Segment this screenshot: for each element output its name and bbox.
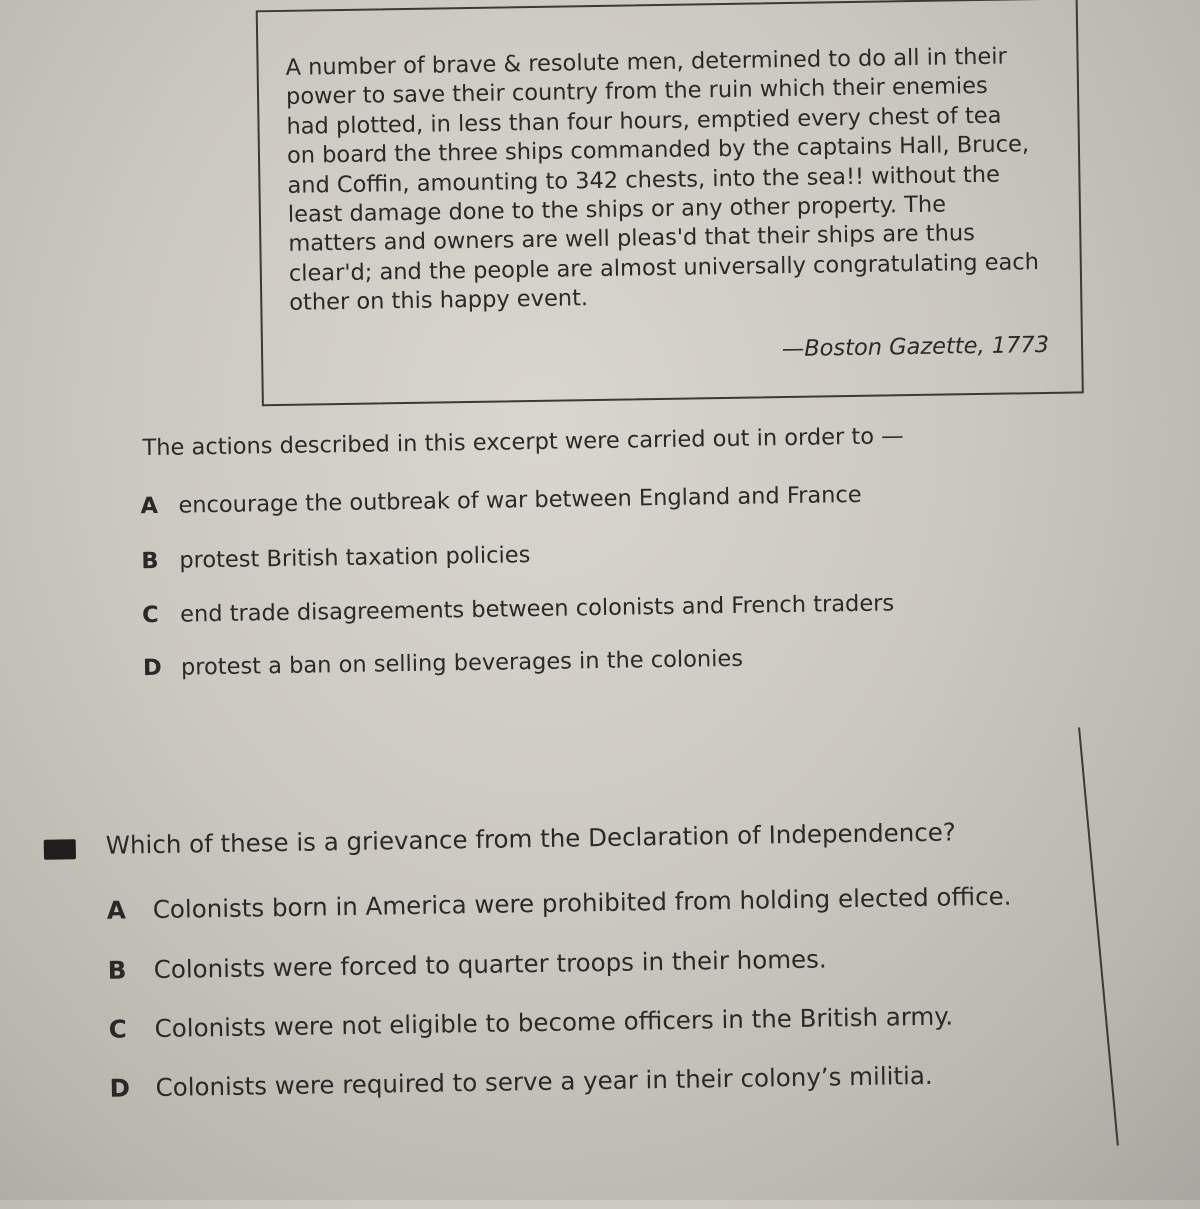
excerpt-line: had plotted, in less than four hours, emptied every chest of tea <box>286 102 1002 140</box>
excerpt-line: clear'd; and the people are almost universally congratulating each <box>288 248 1040 287</box>
excerpt-text <box>285 42 1069 319</box>
choice-letter: B <box>107 955 127 985</box>
excerpt-line: other on this happy event. <box>289 285 589 317</box>
question-2-choice-b[interactable] <box>108 944 827 984</box>
excerpt-line: matters and owners are well pleas'd that their ships are thus <box>288 220 976 258</box>
choice-text: encourage the outbreak of war between England and France <box>178 481 862 519</box>
excerpt-line: least damage done to the ships or any other property. The <box>287 191 947 228</box>
choice-letter: B <box>141 547 159 575</box>
excerpt-line: A number of brave & resolute men, determined to do all in their <box>285 43 1007 81</box>
choice-text: Colonists were required to serve a year in their colony’s militia. <box>155 1060 933 1103</box>
choice-letter: D <box>109 1073 131 1103</box>
question-2-stem: Which of these is a grievance from the Declaration of Independence? <box>105 817 957 860</box>
excerpt-line: power to save their country from the ruin which their enemies <box>285 73 988 111</box>
excerpt-source: —Boston Gazette, 1773 <box>781 331 1050 363</box>
question-1-stem: The actions described in this excerpt were carried out in order to — <box>142 423 904 462</box>
choice-letter: A <box>140 492 159 520</box>
choice-text: Colonists were forced to quarter troops in their homes. <box>153 944 827 985</box>
excerpt-line: and Coffin, amounting to 342 chests, into the sea!! without the <box>287 161 1001 199</box>
question-2-choice-a[interactable] <box>107 882 1012 925</box>
question-2-choice-c[interactable] <box>108 1002 953 1044</box>
choice-letter: C <box>108 1014 127 1044</box>
question-1-choice-c[interactable] <box>142 590 894 628</box>
choice-text: Colonists were not eligible to become officers in the British army. <box>154 1001 954 1044</box>
choice-text: protest a ban on selling beverages in the colonies <box>180 645 744 681</box>
question-2-choice-d[interactable] <box>109 1061 932 1103</box>
pen-margin-line <box>1078 727 1119 1145</box>
excerpt-box <box>256 0 1084 406</box>
question-number-redacted <box>44 839 76 860</box>
question-1-choice-a[interactable] <box>140 482 862 519</box>
choice-letter: A <box>106 895 127 925</box>
question-1-choice-b[interactable] <box>141 542 530 574</box>
choice-letter: D <box>142 654 162 682</box>
choice-text: protest British taxation policies <box>179 542 531 574</box>
choice-text: end trade disagreements between colonists and French traders <box>179 590 895 628</box>
choice-letter: C <box>141 601 159 629</box>
question-1-choice-d[interactable] <box>143 646 743 681</box>
choice-text: Colonists born in America were prohibited from holding elected office. <box>152 881 1012 925</box>
excerpt-line: on board the three ships commanded by the captains Hall, Bruce, <box>286 131 1030 170</box>
